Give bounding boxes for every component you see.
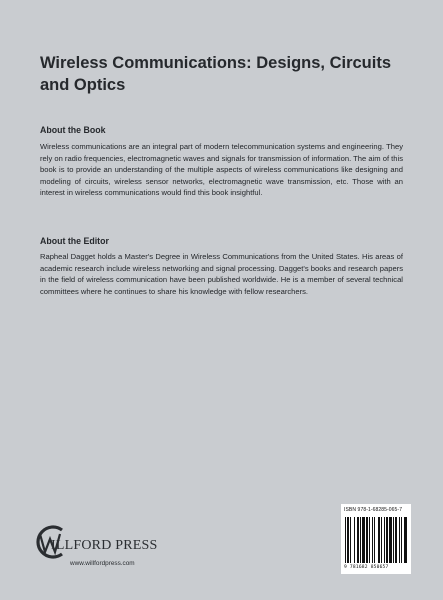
barcode-bar (389, 517, 392, 563)
barcode-bar (360, 517, 361, 563)
barcode-bar (399, 517, 400, 563)
isbn-label: ISBN 978-1-68285-065-7 (344, 507, 403, 513)
barcode-bar (357, 517, 359, 563)
about-editor-heading: About the Editor (40, 236, 109, 246)
about-book-heading: About the Book (40, 125, 106, 135)
barcode-bar (381, 517, 382, 563)
publisher-url: www.willfordpress.com (70, 560, 135, 567)
barcode-bar (374, 517, 375, 563)
barcode-bar (362, 517, 365, 563)
book-title: Wireless Communications: Designs, Circuits and Optics (40, 54, 392, 94)
barcode-bar (378, 517, 380, 563)
barcode-bar (372, 517, 373, 563)
barcode-bars (345, 517, 407, 563)
barcode-digits: 9 781682 850657 (344, 565, 389, 570)
barcode-bar (369, 517, 370, 563)
barcode-bar (354, 517, 355, 563)
barcode-bar (401, 517, 402, 563)
about-book-text: Wireless communications are an integral part of modern telecommunication systems and engineering. They rely on radio frequencies, electromagnetic waves and signals for transmission of information. The aim of this book is to provide an understanding of the multiple aspects of wireless communications like designing and modeling of circuits, wireless sensor networks, electromagnetic wave transmission, etc. Those with an interest in wireless communications would find this book insightful. (40, 142, 403, 198)
barcode-bar (404, 517, 407, 563)
barcode-bar (345, 517, 346, 563)
about-editor-text: Rapheal Dagget holds a Master's Degree in Wireless Communications from the United States. His areas of academic research include wireless networking and signal processing. Dagget's books and research papers in the field of wireless communication have been published worldwide. He is a member of several technical committees where he continues to share his knowledge with fellow researchers. (40, 252, 403, 296)
barcode-bar (393, 517, 394, 563)
barcode-bar (384, 517, 385, 563)
barcode-bar (395, 517, 397, 563)
barcode-bar (386, 517, 388, 563)
publisher-name: ILLFORD PRESS (51, 538, 158, 553)
barcode-bar (347, 517, 349, 563)
barcode-bar (350, 517, 351, 563)
publisher-block (36, 522, 166, 572)
barcode-bar (366, 517, 368, 563)
isbn-barcode (341, 504, 411, 574)
